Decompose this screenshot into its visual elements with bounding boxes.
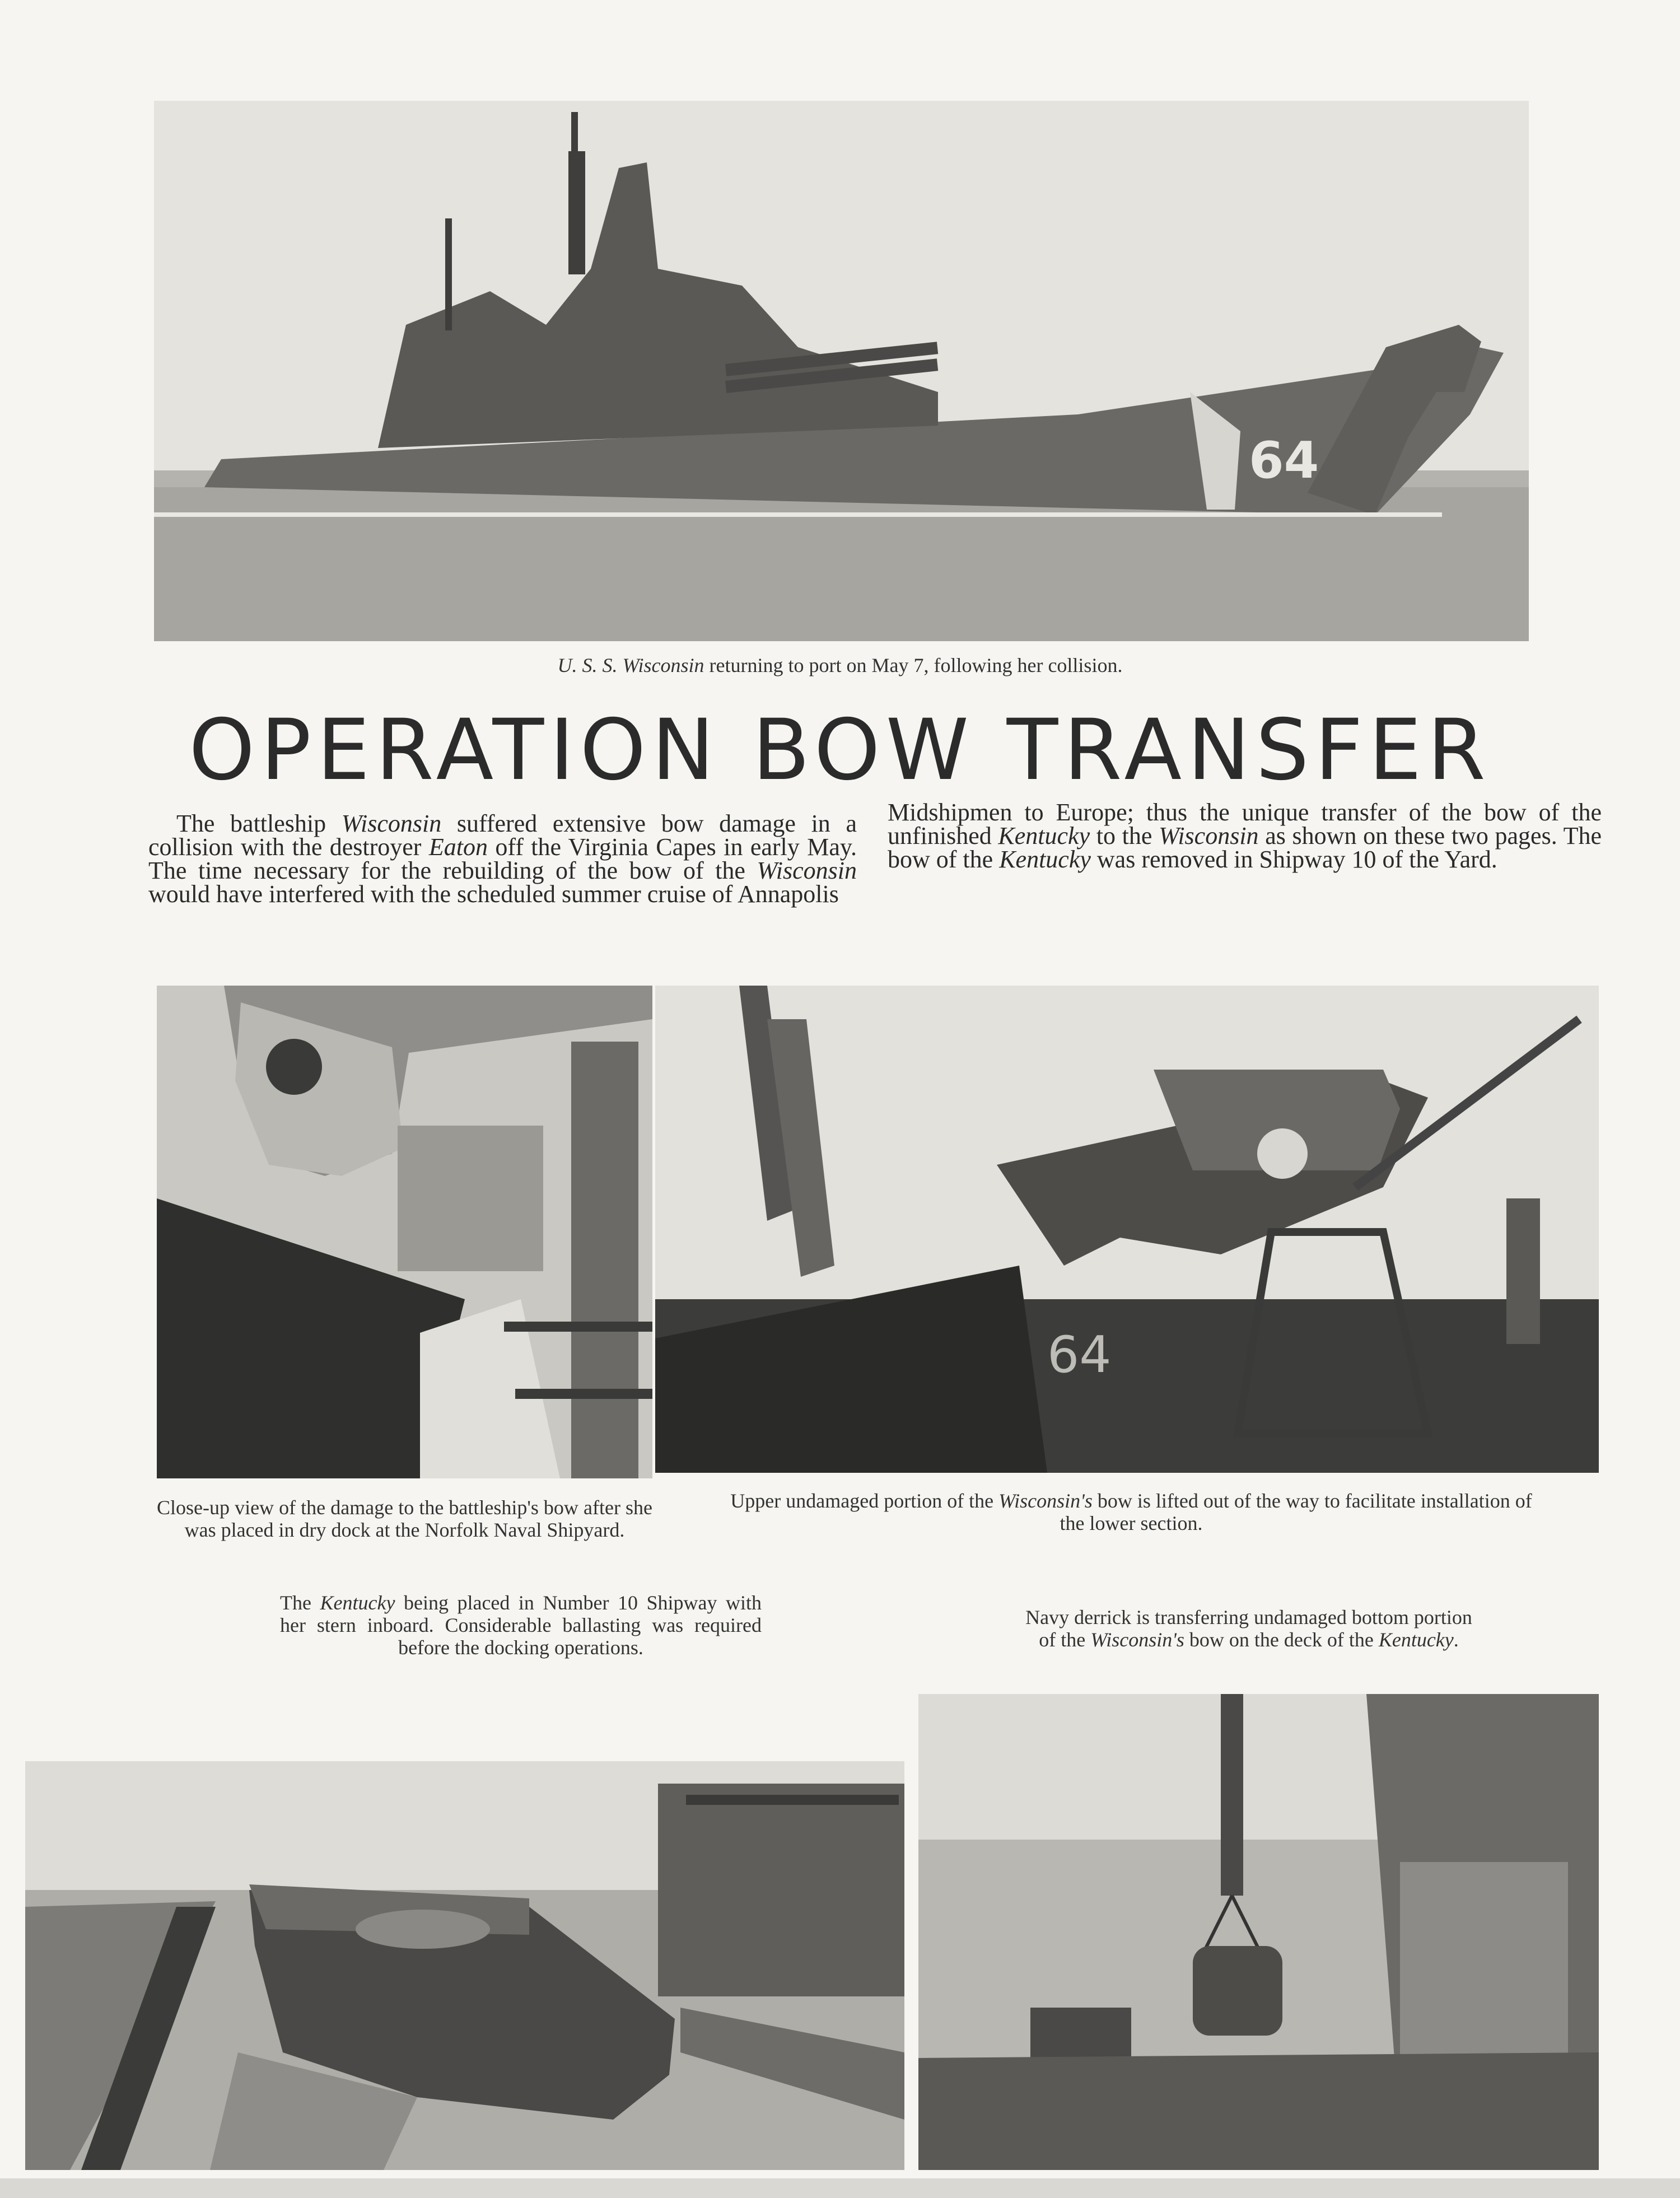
page-bottom-edge <box>0 2178 1680 2198</box>
hull-number: 64 <box>1249 431 1319 490</box>
battleship-photo <box>154 101 1529 641</box>
lifted-caption-post: bow is lifted out of the way to facilitate installation of the lower section. <box>1060 1490 1532 1534</box>
intro-col1-run: Wisconsin <box>757 857 857 884</box>
intro-col1-run: The battleship <box>176 810 342 837</box>
lifted-bow-photo <box>655 986 1599 1473</box>
intro-col1-run: would have interfered with the scheduled summer cruise of Annapolis <box>148 880 839 908</box>
kentucky-caption-italic: Kentucky <box>320 1592 395 1614</box>
kentucky-caption-post: being placed in Number 10 Shipway with her stern inboard. Considerable ballasting was required before the docking operations. <box>280 1592 762 1659</box>
intro-col2-run: was removed in Shipway 10 of the Yard. <box>1090 846 1497 873</box>
intro-col1-run: suffered extensive bow damage in a collision with the destroyer <box>148 810 857 861</box>
intro-column-1 <box>148 812 857 906</box>
intro-col2-run: Kentucky <box>999 846 1091 873</box>
intro-col2-run: Wisconsin <box>1159 822 1259 850</box>
kentucky-caption <box>280 1592 762 1659</box>
kentucky-caption-pre: The <box>280 1592 320 1614</box>
intro-col2-run: as shown on these two pages. The bow of the <box>888 822 1602 873</box>
derrick-photo <box>918 1694 1599 2170</box>
caption-text: returning to port on May 7, following her collision. <box>704 654 1123 676</box>
damage-closeup-photo <box>157 986 652 1478</box>
intro-col1-run: Eaton <box>428 833 488 861</box>
derrick-caption-italic-1: Wisconsin's <box>1090 1628 1184 1651</box>
lifted-caption <box>717 1490 1546 1534</box>
intro-col1-run: off the Virginia Capes in early May. The time necessary for the rebuilding of the bow of the <box>148 833 857 884</box>
derrick-caption-post: . <box>1453 1628 1459 1651</box>
derrick-caption-pre: Navy derrick is transferring undamaged bottom portion of the <box>1025 1606 1472 1651</box>
closeup-caption: Close-up view of the damage to the battleship's bow after she was placed in dry dock at the Norfolk Naval Shipyard. <box>157 1496 652 1541</box>
lifted-caption-pre: Upper undamaged portion of the <box>730 1490 999 1512</box>
intro-col2-run: Midshipmen to Europe; thus the unique transfer of the bow of the unfinished <box>888 799 1602 850</box>
derrick-caption <box>1016 1606 1481 1651</box>
lifted-caption-italic: Wisconsin's <box>998 1490 1093 1512</box>
intro-col2-run: to the <box>1090 822 1159 850</box>
intro-column-2 <box>888 801 1602 871</box>
caption-ship-name: U. S. S. Wisconsin <box>557 654 704 676</box>
intro-col2-run: Kentucky <box>998 822 1090 850</box>
svg-text:64: 64 <box>1047 1326 1112 1384</box>
kentucky-shipway-photo <box>25 1761 904 2170</box>
derrick-caption-italic-2: Kentucky <box>1378 1628 1454 1651</box>
top-photo-caption <box>336 654 1344 676</box>
derrick-caption-mid: bow on the deck of the <box>1184 1628 1379 1651</box>
page-title: OPERATION BOW TRANSFER <box>189 702 1491 799</box>
intro-col1-run: Wisconsin <box>341 810 442 837</box>
